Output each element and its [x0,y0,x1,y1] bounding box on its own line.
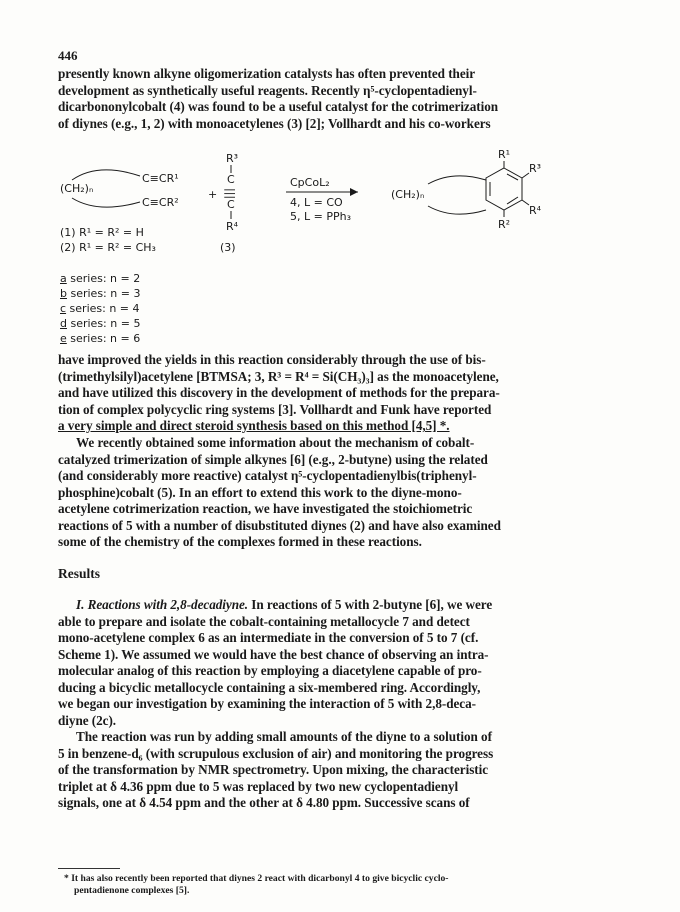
r3-label: R³ [226,152,239,165]
text-line: some of the chemistry of the complexes formed in these reactions. [58,534,422,549]
condition-4: 4, L = CO [290,196,343,209]
bond-r4 [522,200,529,205]
text-line: of diynes (e.g., 1, 2) with monoacetylenes (3) [2]; Vollhardt and his co-workers [58,115,491,131]
text-line: phosphine)cobalt (5). In an effort to extend this work to the diyne-mono- [58,484,462,500]
r4-label: R⁴ [226,220,239,233]
paragraph-btmsa [58,352,618,435]
product-r4: R⁴ [529,204,542,217]
text-line: The reaction was run by adding small amounts of the diyne to a solution of [76,729,492,744]
text-line: have improved the yields in this reaction considerably through the use of bis- [58,352,486,367]
text-line: Scheme 1). We assumed we would have the best chance of observing an intra- [58,646,489,662]
text-line-underlined: a very simple and direct steroid synthesis based on this method [4,5] *. [58,418,450,433]
product-r3: R³ [529,162,542,175]
triple-bond: ||| [224,188,237,200]
text-line: molecular analog of this reaction by employing a diacetylene capable of pro- [58,663,482,678]
bond-r3 [522,173,529,178]
text-line: (and considerably more reactive) catalyst η⁵-cyclopentadienylbis(triphenyl- [58,468,477,483]
series-item: c series: n = 4 [60,302,140,315]
reagent-label: CpCoL₂ [290,176,330,189]
text-line: and have utilized this discovery in the development of methods for the prepara- [58,385,500,400]
footnote [64,873,604,897]
footnote-divider [58,868,120,869]
text-line: presently known alkyne oligomerization catalysts has often prevented their [58,66,476,81]
text-line: reactions of 5 with a number of disubstituted diynes (2) and have also examined [58,517,501,533]
text-line: of the transformation by NMR spectrometry. Upon mixing, the characteristic [58,762,489,777]
paragraph-mechanism [58,435,618,551]
paragraph-nmr [58,729,618,812]
text-line: catalyzed trimerization of simple alkynes [6] (e.g., 2-butyne) using the related [58,451,488,467]
plus-sign: + [208,188,218,201]
chain-bond-upper [72,170,140,180]
text-line: tion of complex polycyclic ring systems [3]. Vollhardt and Funk have reported [58,401,492,417]
text-line: development as synthetically useful reagents. Recently η⁵-cyclopentadienyl- [58,82,477,98]
text-line: ducing a bicyclic metallocycle containing a six-membered ring. Accordingly, [58,679,481,695]
product-r1: R¹ [498,150,511,161]
series-item: a series: n = 2 [60,272,141,285]
series-list [60,271,140,346]
section-heading: Results [58,566,101,581]
text-line: triplet at δ 4.36 ppm due to 5 was replaced by two new cyclopentadienyl [58,778,459,794]
compound-label-2: (2) R¹ = R² = CH₃ [60,241,156,254]
text-line: mono-acetylene complex 6 as an intermediate in the conversion of 5 to 7 (cf. [58,630,479,645]
compound-label-1: (1) R¹ = R² = H [60,226,144,239]
product-r2: R² [498,218,511,231]
text-line: signals, one at δ 4.54 ppm and the other at δ 4.80 ppm. Successive scans of [58,795,470,810]
text-line: able to prepare and isolate the cobalt-containing metallocycle 7 and detect [58,613,470,629]
footnote-line: * It has also recently been reported that diynes 2 react with dicarbonyl 4 to give bicyclic cyclo- [64,873,449,884]
text-line: (trimethylsilyl)acetylene [BTMSA; 3, R³ = R⁴ = Si(CH₃)₃] as the monoacetylene, [58,368,499,384]
benzene-ring [486,168,522,210]
subsection-title: I. Reactions with 2,8-decadiyne. [76,597,249,612]
product-chain-upper [428,176,486,184]
paragraph-decadiyne [58,597,618,729]
series-item: e series: n = 6 [60,332,141,345]
chain-bond-lower [72,198,140,207]
condition-5: 5, L = PPh₃ [290,210,351,223]
product-ch2n: (CH₂)ₙ [391,188,425,201]
text-line: we began our investigation by examining the interaction of 5 with 2,8-deca- [58,696,476,711]
series-item: d series: n = 5 [60,317,141,330]
series-item: b series: n = 3 [60,287,141,300]
ch2n-label: (CH₂)ₙ [60,182,94,195]
text-line: dicarbononylcobalt (4) was found to be a useful catalyst for the cotrimerization [58,99,499,114]
c-bottom: C [227,198,235,211]
alkyne-r2: C≡CR² [142,196,179,209]
text-line: acetylene cotrimerization reaction, we have investigated the stoichiometric [58,501,473,516]
text-line: I. Reactions with 2,8-decadiyne. In reactions of 5 with 2-butyne [6], we were [76,597,493,612]
footnote-line: pentadienone complexes [5]. [74,885,190,896]
text-line: 5 in benzene-d₆ (with scrupulous exclusion of air) and monitoring the progress [58,745,494,761]
compound-label-3: (3) [220,241,236,254]
c-top: C [227,173,235,186]
text-line: diyne (2c). [58,712,117,728]
text-line: We recently obtained some information about the mechanism of cobalt- [76,435,475,450]
alkyne-r1: C≡CR¹ [142,172,179,185]
product-chain-lower [428,206,486,214]
reaction-scheme [58,150,618,260]
paragraph-intro [58,66,618,132]
page-number: 446 [58,48,78,63]
arrow-head [350,188,358,196]
